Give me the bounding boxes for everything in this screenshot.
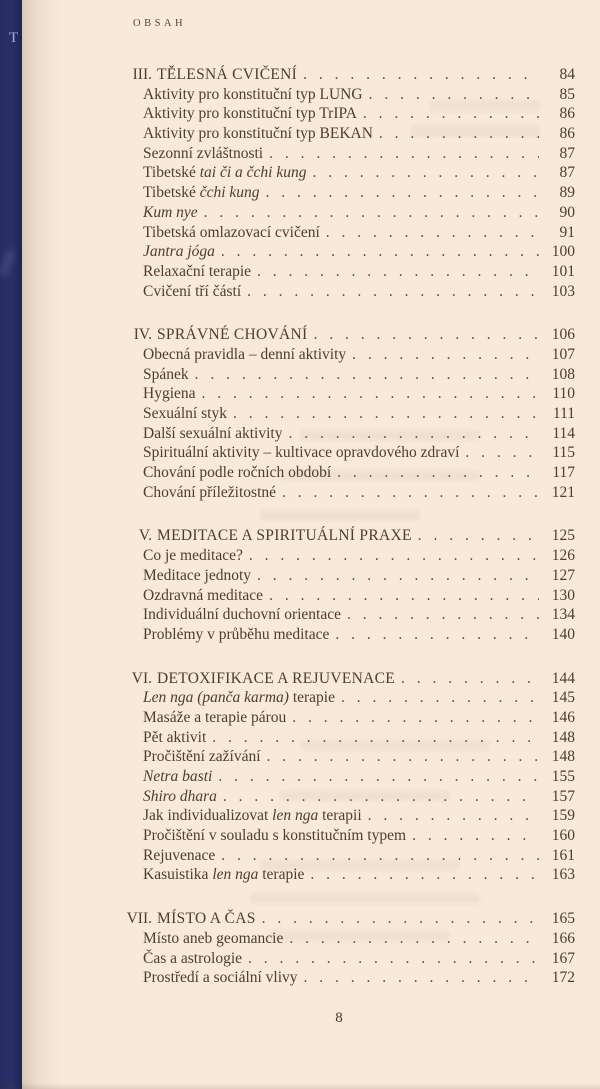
dot-leader	[401, 669, 539, 689]
toc-entry-title: Aktivity pro konstituční typ LUNG	[143, 85, 363, 103]
toc-section-heading	[123, 325, 575, 345]
toc-page-number: 157	[551, 787, 575, 805]
dot-leader	[269, 144, 539, 164]
toc-entry-title: Aktivity pro konstituční typ TrIPA	[143, 105, 357, 123]
toc-page-number: 126	[551, 547, 575, 565]
toc-section-title: MEDITACE A SPIRITUÁLNÍ PRAXE	[157, 527, 412, 545]
dot-leader	[221, 846, 539, 866]
dot-leader	[266, 183, 539, 203]
toc-page-number: 85	[559, 85, 575, 103]
spine-cover-letter: T	[9, 30, 19, 46]
toc-section-title: DETOXIFIKACE A REJUVENACE	[157, 669, 395, 687]
toc-entry	[123, 144, 575, 164]
toc-page-number: 91	[559, 223, 575, 241]
toc-entry	[123, 163, 575, 183]
dot-leader	[347, 605, 539, 625]
toc-entry	[123, 546, 575, 566]
toc-entry-title: Další sexuální aktivity	[143, 424, 283, 442]
dot-leader	[267, 747, 540, 767]
running-head: OBSAH	[133, 18, 187, 29]
toc-entry	[123, 728, 575, 748]
dot-leader	[195, 365, 539, 385]
toc-section	[123, 325, 575, 502]
toc-page-number: 127	[551, 566, 575, 584]
toc-page-number: 108	[551, 365, 575, 383]
dot-leader	[418, 526, 539, 546]
dot-leader	[368, 806, 539, 826]
toc-page-number: 89	[559, 184, 575, 202]
dot-leader	[288, 424, 539, 444]
toc-entry	[123, 806, 575, 826]
dot-leader	[326, 223, 539, 243]
toc-page-number: 159	[551, 807, 575, 825]
toc-entry-title: Tibetská omlazovací cvičení	[143, 223, 320, 241]
dot-leader	[369, 85, 539, 105]
toc-entry-title: Tibetské čchi kung	[143, 184, 260, 202]
dot-leader	[249, 546, 539, 566]
toc-section-heading	[123, 669, 575, 689]
toc-entry-title: Chování podle ročních období	[143, 464, 332, 482]
toc-entry-title: Co je meditace?	[143, 547, 243, 565]
toc-entry	[123, 463, 575, 483]
page-number-folio: 8	[335, 1010, 343, 1026]
page-bottom-shadow	[0, 1083, 600, 1089]
toc-entry-title: Masáže a terapie párou	[143, 708, 287, 726]
toc-page-number: 121	[551, 483, 575, 501]
dot-leader	[313, 325, 539, 345]
toc-entry-title: Kum nye	[143, 203, 198, 221]
toc-entry	[123, 968, 575, 988]
toc-section-number: VII.	[126, 910, 152, 928]
toc-entry	[123, 708, 575, 728]
toc-entry	[123, 846, 575, 866]
toc-entry-title: Sezonní zvláštnosti	[143, 144, 264, 162]
toc-entry-title: Tibetské tai či a čchi kung	[143, 164, 307, 182]
toc-page-number: 117	[552, 464, 575, 482]
toc-entry-title: Pročištění zažívání	[143, 748, 261, 766]
toc-entry-title: Netra basti	[143, 768, 213, 785]
toc-entry-title: Ozdravná meditace	[143, 586, 264, 604]
toc-entry	[123, 384, 575, 404]
toc-entry-title: Shiro dhara	[143, 787, 217, 805]
toc-entry-title: Obecná pravidla – denní aktivity	[143, 345, 347, 363]
dot-leader	[223, 787, 539, 807]
toc-entry	[123, 747, 575, 767]
toc-entry-title: Spánek	[143, 365, 189, 383]
toc-entry	[123, 262, 575, 282]
toc-entry	[123, 223, 575, 243]
toc-page-number: 140	[551, 625, 575, 643]
toc-entry	[123, 865, 575, 885]
toc-entry-title: Čas a astrologie	[143, 949, 243, 967]
toc-page-number: 87	[559, 164, 575, 182]
toc-entry	[123, 586, 575, 606]
toc-entry-title: Spirituální aktivity – kultivace opravdového zdraví	[143, 444, 460, 462]
dot-leader	[412, 826, 539, 846]
toc-entry	[123, 104, 575, 124]
toc-entry	[123, 787, 575, 807]
toc-section-heading	[123, 909, 575, 929]
toc-entry	[123, 85, 575, 105]
toc-entry	[123, 929, 575, 949]
toc-entry	[123, 282, 575, 302]
dot-leader	[379, 124, 539, 144]
toc-entry-title: Jak individualizovat len nga terapii	[143, 807, 362, 825]
toc-page-number: 165	[551, 910, 575, 928]
toc-entry	[123, 365, 575, 385]
toc-entry-title: Chování příležitostné	[143, 483, 277, 501]
toc-entry	[123, 443, 575, 463]
toc-section-number: VI.	[131, 669, 152, 687]
dot-leader	[303, 65, 539, 85]
toc-page-number: 110	[552, 385, 575, 403]
toc-page-number: 87	[559, 144, 575, 162]
toc-entry	[123, 203, 575, 223]
toc-section-title: MÍSTO A ČAS	[157, 910, 256, 928]
toc-section	[123, 669, 575, 886]
toc-entry	[123, 424, 575, 444]
toc-entry-title: Pět aktivit	[143, 728, 207, 746]
toc-page-number: 146	[551, 708, 575, 726]
toc-page-number: 166	[551, 929, 575, 947]
toc-entry-title: Aktivity pro konstituční typ BEKAN	[143, 125, 373, 143]
toc-section-title: SPRÁVNÉ CHOVÁNÍ	[157, 326, 308, 344]
toc-section	[123, 65, 575, 301]
dot-leader	[204, 203, 539, 223]
dot-leader	[202, 384, 539, 404]
dot-leader	[341, 688, 539, 708]
toc-page-number: 115	[552, 444, 575, 462]
toc-page-number: 130	[551, 586, 575, 604]
dot-leader	[310, 865, 539, 885]
dot-leader	[312, 163, 539, 183]
dot-leader	[352, 345, 539, 365]
toc-page-number: 161	[551, 846, 575, 864]
dot-leader	[262, 909, 539, 929]
toc-entry	[123, 404, 575, 424]
toc-section	[123, 526, 575, 644]
toc-page-number: 90	[559, 203, 575, 221]
toc-section	[123, 909, 575, 988]
toc-page-number: 134	[551, 606, 575, 624]
toc-section-heading	[123, 65, 575, 85]
toc-entry-title: Rejuvenace	[143, 846, 216, 864]
toc-page-number: 86	[559, 105, 575, 123]
toc-page-number: 100	[551, 243, 575, 261]
toc-entry	[123, 688, 575, 708]
table-of-contents	[0, 65, 600, 988]
toc-page-number: 114	[552, 424, 575, 442]
dot-leader	[248, 949, 539, 969]
toc-page-number: 145	[551, 689, 575, 707]
toc-section-number: IV.	[133, 326, 152, 344]
toc-entry	[123, 949, 575, 969]
toc-entry-title: Pročištění v souladu s konstitučním typem	[143, 827, 407, 845]
toc-entry	[123, 345, 575, 365]
toc-section-number: V.	[138, 527, 152, 545]
toc-entry	[123, 242, 575, 262]
toc-entry	[123, 566, 575, 586]
toc-entry	[123, 483, 575, 503]
toc-entry-title: Jantra jóga	[143, 243, 215, 261]
dot-leader	[465, 443, 539, 463]
toc-entry-title: Prostředí a sociální vlivy	[143, 969, 298, 987]
dot-leader	[212, 728, 539, 748]
toc-page-number: 103	[551, 282, 575, 300]
toc-section-heading	[123, 526, 575, 546]
toc-page-number: 84	[559, 66, 575, 83]
toc-entry-title: Meditace jednoty	[143, 566, 252, 584]
toc-entry	[123, 183, 575, 203]
toc-entry-title: Cvičení tří částí	[143, 282, 242, 300]
dot-leader	[335, 625, 539, 645]
toc-page-number: 86	[559, 125, 575, 143]
toc-page-number: 144	[551, 669, 575, 687]
toc-page-number: 106	[551, 326, 575, 344]
toc-entry-title: Sexuální styk	[143, 405, 227, 422]
toc-page-number: 148	[551, 748, 575, 766]
toc-page-number: 125	[551, 527, 575, 545]
dot-leader	[363, 104, 539, 124]
toc-page-number: 163	[551, 866, 575, 884]
dot-leader	[337, 463, 539, 483]
toc-section-number: III.	[132, 66, 152, 83]
dot-leader	[289, 929, 539, 949]
toc-page-number: 167	[551, 949, 575, 967]
dot-leader	[257, 262, 539, 282]
toc-page-number: 155	[551, 768, 575, 785]
toc-page-number: 148	[551, 728, 575, 746]
dot-leader	[221, 242, 539, 262]
toc-page-number: 172	[551, 969, 575, 987]
dot-leader	[292, 708, 539, 728]
toc-entry-title: Individuální duchovní orientace	[143, 606, 341, 624]
toc-page-number: 101	[551, 262, 575, 280]
dot-leader	[247, 282, 539, 302]
dot-leader	[304, 968, 539, 988]
dot-leader	[233, 404, 539, 424]
toc-page-number: 107	[551, 345, 575, 363]
toc-entry-title: Místo aneb geomancie	[143, 929, 284, 947]
dot-leader	[269, 586, 539, 606]
toc-entry-title: Problémy v průběhu meditace	[143, 625, 330, 643]
toc-entry	[123, 625, 575, 645]
dot-leader	[218, 767, 539, 787]
toc-entry-title: Kasuistika len nga terapie	[143, 866, 305, 884]
toc-entry-title: Len nga (panča karma) terapie	[143, 689, 335, 707]
toc-entry	[123, 826, 575, 846]
dot-leader	[282, 483, 539, 503]
toc-entry-title: Hygiena	[143, 385, 196, 403]
toc-entry	[123, 124, 575, 144]
toc-entry	[123, 605, 575, 625]
toc-section-title: TĚLESNÁ CVIČENÍ	[157, 66, 298, 83]
toc-page-number: 160	[551, 827, 575, 845]
dot-leader	[257, 566, 539, 586]
toc-page-number: 111	[552, 405, 575, 422]
toc-entry	[123, 767, 575, 787]
toc-entry-title: Relaxační terapie	[143, 262, 252, 280]
